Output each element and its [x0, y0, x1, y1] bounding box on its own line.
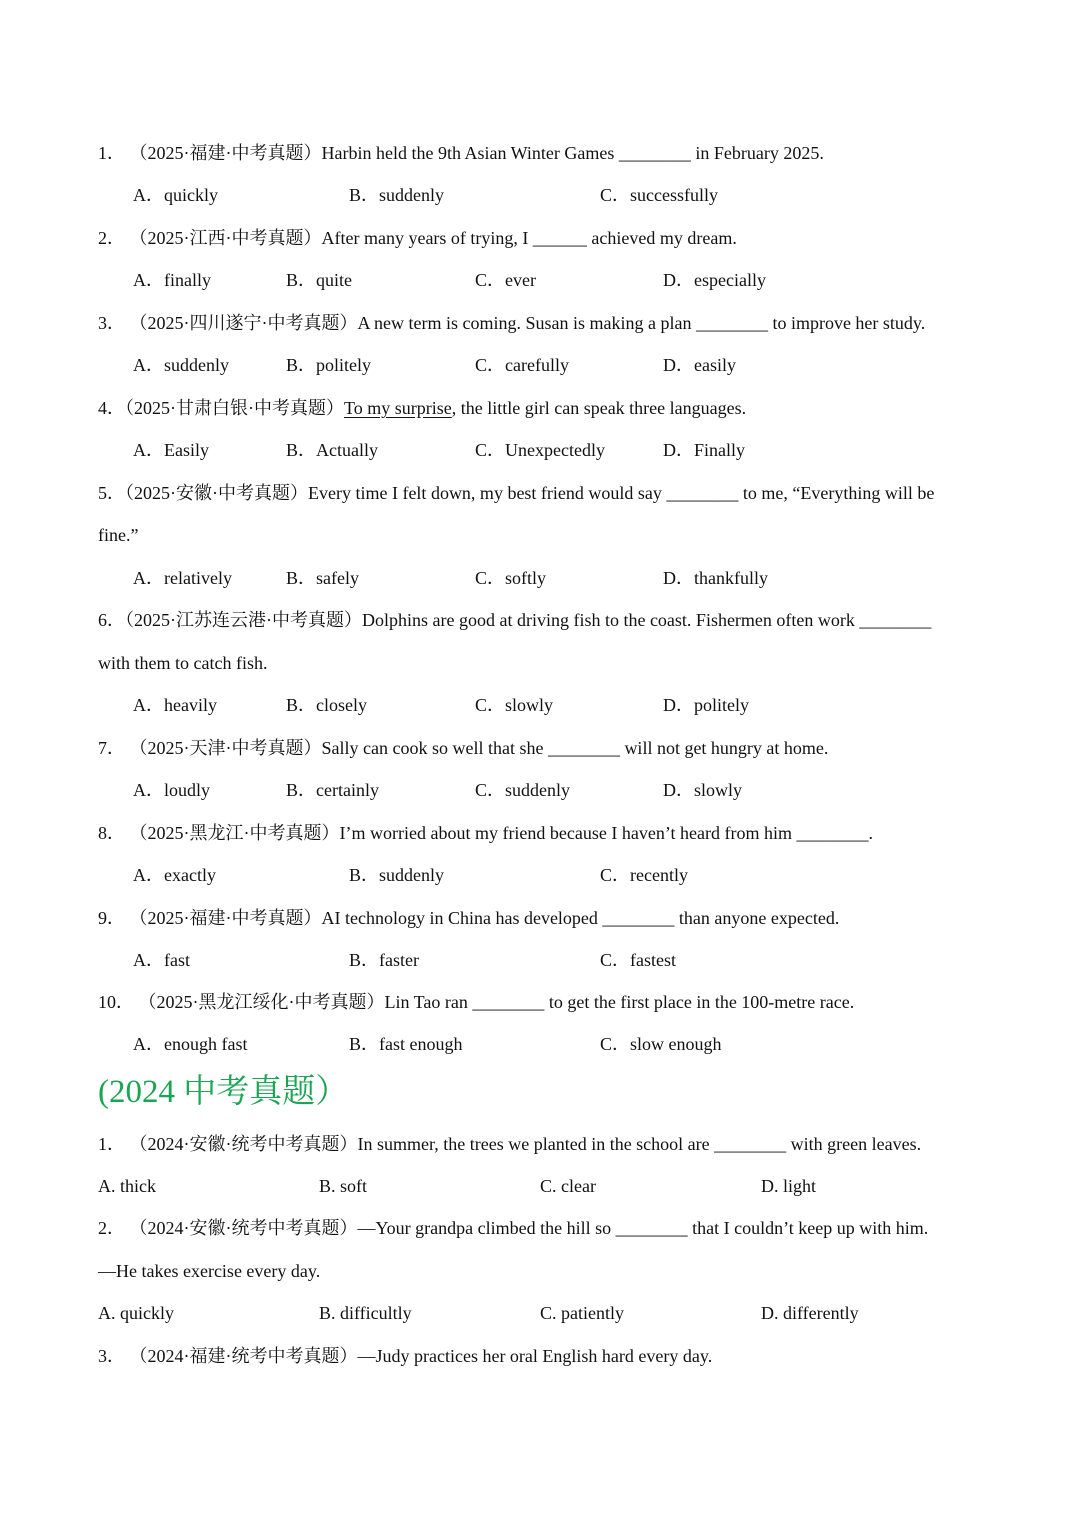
- option-c[interactable]: C．slow enough: [600, 1034, 722, 1054]
- option-a[interactable]: A．heavily: [133, 695, 217, 715]
- option-c[interactable]: C．suddenly: [475, 780, 571, 800]
- section-heading-2024: (2024 中考真题）: [98, 1074, 349, 1110]
- option-b[interactable]: B. difficultly: [319, 1303, 412, 1323]
- option-c[interactable]: C．softly: [475, 568, 547, 588]
- question-text: （2025·福建·中考真题）Harbin held the 9th Asian Winter Games ________ in February 2025.: [129, 143, 824, 163]
- question-6-continued: [98, 651, 982, 675]
- option-a[interactable]: A．relatively: [133, 568, 232, 588]
- option-a[interactable]: A．enough fast: [133, 1034, 248, 1054]
- question-2024-2-continued: [98, 1259, 982, 1283]
- question-number: 7．: [98, 738, 125, 758]
- option-a[interactable]: A．suddenly: [133, 355, 229, 375]
- question-number: 10．: [98, 992, 134, 1012]
- question-number: 2．: [98, 228, 125, 248]
- question-6: [98, 608, 982, 632]
- option-b[interactable]: B．suddenly: [349, 185, 445, 205]
- option-b[interactable]: B．closely: [286, 695, 367, 715]
- question-text: （2025·甘肃白银·中考真题）: [125, 398, 344, 418]
- question-1: [98, 141, 982, 165]
- option-c[interactable]: C．recently: [600, 865, 688, 885]
- question-text: （2025·安徽·中考真题）Every time I felt down, my best friend would say ________ to me, “Everything will be: [125, 483, 935, 503]
- option-b[interactable]: B. soft: [319, 1176, 368, 1196]
- option-b[interactable]: B．faster: [349, 950, 419, 970]
- option-a[interactable]: A. thick: [98, 1176, 156, 1196]
- question-5-continued: [98, 523, 982, 547]
- question-number: 5．: [98, 483, 125, 503]
- question-text: （2025·黑龙江·中考真题）I’m worried about my friend because I haven’t heard from him ________.: [129, 823, 873, 843]
- question-7: [98, 736, 982, 760]
- question-10: [98, 990, 982, 1014]
- option-c[interactable]: C．slowly: [475, 695, 554, 715]
- question-2024-2: [98, 1216, 982, 1240]
- question-4: [98, 396, 982, 420]
- option-c[interactable]: C. clear: [540, 1176, 596, 1196]
- option-a[interactable]: A．finally: [133, 270, 211, 290]
- option-c[interactable]: C. patiently: [540, 1303, 624, 1323]
- option-a[interactable]: A．quickly: [133, 185, 218, 205]
- question-number: 9．: [98, 908, 125, 928]
- option-a[interactable]: A. quickly: [98, 1303, 174, 1323]
- question-number: 8．: [98, 823, 125, 843]
- question-text: （2024·福建·统考中考真题）—Judy practices her oral English hard every day.: [129, 1346, 713, 1366]
- question-number: 2．: [98, 1218, 125, 1238]
- option-b[interactable]: B．safely: [286, 568, 359, 588]
- option-a[interactable]: A．exactly: [133, 865, 216, 885]
- option-a[interactable]: A．fast: [133, 950, 190, 970]
- question-number: 3．: [98, 1346, 125, 1366]
- option-d[interactable]: D．Finally: [663, 440, 746, 460]
- question-2: [98, 226, 982, 250]
- option-c[interactable]: C．successfully: [600, 185, 718, 205]
- option-c[interactable]: C．carefully: [475, 355, 569, 375]
- option-d[interactable]: D．especially: [663, 270, 766, 290]
- option-b[interactable]: B．certainly: [286, 780, 379, 800]
- option-c[interactable]: C．fastest: [600, 950, 676, 970]
- option-d[interactable]: D．slowly: [663, 780, 743, 800]
- option-c[interactable]: C．Unexpectedly: [475, 440, 605, 460]
- option-b[interactable]: B．politely: [286, 355, 371, 375]
- question-8: [98, 821, 982, 845]
- question-text: （2025·江苏连云港·中考真题）Dolphins are good at driving fish to the coast. Fishermen often work ________: [125, 610, 932, 630]
- option-d[interactable]: D．thankfully: [663, 568, 768, 588]
- question-5: [98, 481, 982, 505]
- option-b[interactable]: B．Actually: [286, 440, 378, 460]
- option-b[interactable]: B．quite: [286, 270, 352, 290]
- question-3: [98, 311, 982, 335]
- option-d[interactable]: D．politely: [663, 695, 749, 715]
- question-text: （2025·黑龙江绥化·中考真题）Lin Tao ran ________ to get the first place in the 100-metre race.: [138, 992, 855, 1012]
- question-2024-1: [98, 1132, 982, 1156]
- question-number: 3．: [98, 313, 125, 333]
- option-a[interactable]: A．loudly: [133, 780, 211, 800]
- option-d[interactable]: D. light: [761, 1176, 817, 1196]
- question-text: （2025·天津·中考真题）Sally can cook so well that she ________ will not get hungry at home.: [129, 738, 829, 758]
- option-a[interactable]: A．Easily: [133, 440, 209, 460]
- question-number: 6．: [98, 610, 125, 630]
- option-d[interactable]: D．easily: [663, 355, 736, 375]
- question-2024-3: [98, 1344, 982, 1368]
- question-number: 1．: [98, 143, 125, 163]
- question-text-after: , the little girl can speak three languages.: [451, 398, 747, 418]
- question-text: （2024·安徽·统考中考真题）In summer, the trees we planted in the school are ________ with green leaves.: [129, 1134, 922, 1154]
- option-b[interactable]: B．suddenly: [349, 865, 445, 885]
- option-b[interactable]: B．fast enough: [349, 1034, 463, 1054]
- question-text-line2: with them to catch fish.: [98, 653, 268, 673]
- question-text: （2024·安徽·统考中考真题）—Your grandpa climbed the hill so ________ that I couldn’t keep up with him.: [129, 1218, 929, 1238]
- option-d[interactable]: D. differently: [761, 1303, 859, 1323]
- question-number: 4．: [98, 398, 125, 418]
- question-text: （2025·四川遂宁·中考真题）A new term is coming. Susan is making a plan ________ to improve her study.: [129, 313, 926, 333]
- question-number: 1．: [98, 1134, 125, 1154]
- question-text: （2025·江西·中考真题）After many years of trying, I ______ achieved my dream.: [129, 228, 737, 248]
- question-text-line2: fine.”: [98, 525, 139, 545]
- question-text-line2: —He takes exercise every day.: [98, 1261, 321, 1281]
- option-c[interactable]: C．ever: [475, 270, 536, 290]
- question-9: [98, 906, 982, 930]
- question-text: （2025·福建·中考真题）AI technology in China has developed ________ than anyone expected.: [129, 908, 840, 928]
- underlined-phrase: To my surprise: [344, 398, 452, 418]
